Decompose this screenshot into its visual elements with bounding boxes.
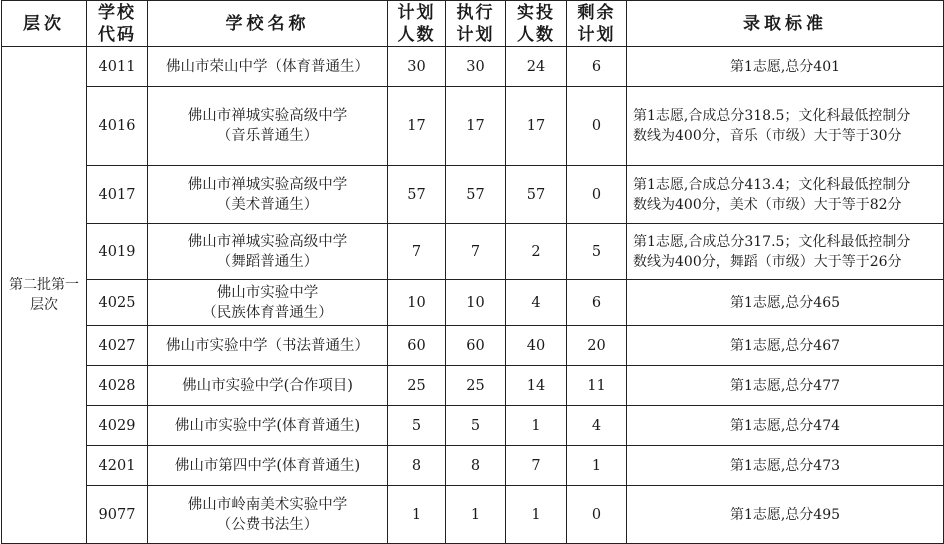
cell-school-name-line: （公费书法生）: [216, 516, 319, 533]
cell-actual: 57: [506, 166, 567, 224]
cell-exec: 5: [446, 406, 506, 446]
cell-exec: 10: [446, 280, 506, 326]
cell-standard-line: 第1志愿,合成总分318.5；文化科最低控制分: [633, 108, 911, 124]
header-level: 层次: [2, 1, 87, 47]
cell-standard: [627, 366, 944, 406]
cell-school-name-line: （舞蹈普通生）: [216, 253, 319, 270]
table-row: [2, 47, 944, 87]
header-plan-line-2: 人数: [397, 24, 436, 45]
cell-code: 4016: [87, 87, 148, 166]
cell-code: 4201: [87, 446, 148, 486]
cell-standard: [627, 87, 944, 166]
table-row: [2, 326, 944, 366]
cell-actual: 2: [506, 224, 567, 280]
cell-remain: 4: [567, 406, 627, 446]
cell-standard-line: 数线为400分，音乐（市级）大于等于30分: [633, 128, 902, 144]
cell-exec: 17: [446, 87, 506, 166]
cell-exec: 1: [446, 486, 506, 544]
cell-remain: 0: [567, 87, 627, 166]
cell-actual: 17: [506, 87, 567, 166]
cell-school-name-line: （民族体育普通生）: [202, 304, 333, 321]
cell-standard-line: 第1志愿,合成总分317.5；文化科最低控制分: [633, 233, 911, 250]
cell-standard: [627, 47, 944, 87]
level-cell: 第二批第一层次: [2, 47, 87, 544]
cell-plan: 60: [388, 326, 446, 366]
cell-school-name: [148, 366, 388, 406]
cell-school-name-line: 佛山市实验中学（书法普通生）: [166, 337, 369, 354]
header-code-line-2: 代码: [98, 24, 136, 45]
table-row: [2, 166, 944, 224]
cell-remain: 1: [567, 446, 627, 486]
cell-code: 4027: [87, 326, 148, 366]
header-exec: [446, 1, 506, 47]
cell-actual: 40: [506, 326, 567, 366]
cell-actual: 1: [506, 486, 567, 544]
cell-school-name: [148, 166, 388, 224]
cell-plan: 57: [388, 166, 446, 224]
cell-school-name-line: 佛山市禅城实验高级中学: [187, 176, 348, 193]
cell-standard: [627, 326, 944, 366]
header-remain-line-2: 计划: [577, 24, 616, 45]
cell-plan: 5: [388, 406, 446, 446]
cell-plan: 30: [388, 47, 446, 87]
cell-standard: [627, 406, 944, 446]
cell-school-name-line: 佛山市禅城实验高级中学: [187, 233, 348, 250]
cell-school-name: [148, 406, 388, 446]
cell-standard-line: 第1志愿,总分467: [729, 337, 841, 354]
cell-plan: 1: [388, 486, 446, 544]
cell-school-name: [148, 47, 388, 87]
cell-standard: [627, 446, 944, 486]
cell-actual: 24: [506, 47, 567, 87]
cell-code: 4017: [87, 166, 148, 224]
admission-table: [1, 0, 944, 544]
cell-school-name-line: （音乐普通生）: [216, 128, 319, 144]
cell-code: 4025: [87, 280, 148, 326]
cell-school-name-line: 佛山市荣山中学（体育普通生）: [166, 58, 369, 75]
cell-code: 4011: [87, 47, 148, 87]
cell-remain: 20: [567, 326, 627, 366]
cell-plan: 25: [388, 366, 446, 406]
header-standard: 录取标准: [627, 1, 944, 47]
cell-school-name: [148, 87, 388, 166]
cell-exec: 8: [446, 446, 506, 486]
cell-remain: 6: [567, 280, 627, 326]
cell-school-name: [148, 486, 388, 544]
cell-standard-line: 第1志愿,总分465: [729, 294, 841, 311]
cell-standard: [627, 224, 944, 280]
table-row: [2, 87, 944, 166]
cell-school-name-line: （美术普通生）: [216, 196, 319, 213]
cell-standard-line: 第1志愿,总分473: [729, 457, 841, 474]
cell-school-name-line: 佛山市禅城实验高级中学: [187, 108, 348, 124]
cell-exec: 57: [446, 166, 506, 224]
cell-school-name-line: 佛山市实验中学(体育普通生): [174, 417, 361, 434]
cell-school-name: [148, 446, 388, 486]
table-row: [2, 280, 944, 326]
header-plan-line-1: 计划: [397, 2, 436, 23]
cell-standard-line: 第1志愿,总分477: [729, 377, 841, 394]
header-code: [87, 1, 148, 47]
cell-code: 4028: [87, 366, 148, 406]
cell-code: 4029: [87, 406, 148, 446]
cell-exec: 60: [446, 326, 506, 366]
cell-actual: 4: [506, 280, 567, 326]
cell-school-name-line: 佛山市实验中学: [216, 284, 319, 301]
header-school-name: 学校名称: [148, 1, 388, 47]
cell-standard: [627, 280, 944, 326]
header-actual: [506, 1, 567, 47]
cell-remain: 5: [567, 224, 627, 280]
cell-code: 9077: [87, 486, 148, 544]
table-row: [2, 446, 944, 486]
cell-standard-line: 第1志愿,总分474: [729, 417, 841, 434]
cell-plan: 7: [388, 224, 446, 280]
header-code-line-1: 学校: [98, 2, 136, 23]
table-row: [2, 366, 944, 406]
header-exec-line-1: 执行: [456, 2, 495, 23]
cell-plan: 17: [388, 87, 446, 166]
header-plan: [388, 1, 446, 47]
header-actual-line-2: 人数: [517, 24, 555, 45]
cell-remain: 11: [567, 366, 627, 406]
header-remain-line-1: 剩余: [577, 2, 616, 23]
header-actual-line-1: 实投: [517, 2, 555, 23]
table-row: [2, 406, 944, 446]
cell-standard-line: 第1志愿,总分495: [729, 506, 841, 523]
cell-school-name: [148, 326, 388, 366]
cell-standard-line: 数线为400分，舞蹈（市级）大于等于26分: [633, 253, 902, 270]
cell-school-name-line: 佛山市岭南美术实验中学: [187, 496, 348, 513]
cell-remain: 0: [567, 166, 627, 224]
cell-school-name-line: 佛山市第四中学(体育普通生): [174, 457, 361, 474]
cell-code: 4019: [87, 224, 148, 280]
cell-school-name: [148, 280, 388, 326]
cell-standard: [627, 166, 944, 224]
cell-exec: 7: [446, 224, 506, 280]
cell-standard: [627, 486, 944, 544]
cell-remain: 0: [567, 486, 627, 544]
table-row: [2, 486, 944, 544]
cell-actual: 1: [506, 406, 567, 446]
table-body: [2, 47, 944, 544]
table-row: [2, 224, 944, 280]
cell-remain: 6: [567, 47, 627, 87]
header-exec-line-2: 计划: [456, 24, 495, 45]
header-remain: [567, 1, 627, 47]
header-row: [2, 1, 944, 47]
cell-standard-line: 第1志愿,合成总分413.4；文化科最低控制分: [633, 176, 911, 193]
cell-standard-line: 数线为400分，美术（市级）大于等于82分: [633, 196, 902, 213]
cell-school-name: [148, 224, 388, 280]
cell-actual: 7: [506, 446, 567, 486]
cell-school-name-line: 佛山市实验中学(合作项目): [182, 377, 353, 394]
cell-plan: 8: [388, 446, 446, 486]
cell-actual: 14: [506, 366, 567, 406]
cell-exec: 30: [446, 47, 506, 87]
cell-plan: 10: [388, 280, 446, 326]
cell-exec: 25: [446, 366, 506, 406]
cell-standard-line: 第1志愿,总分401: [729, 58, 841, 75]
